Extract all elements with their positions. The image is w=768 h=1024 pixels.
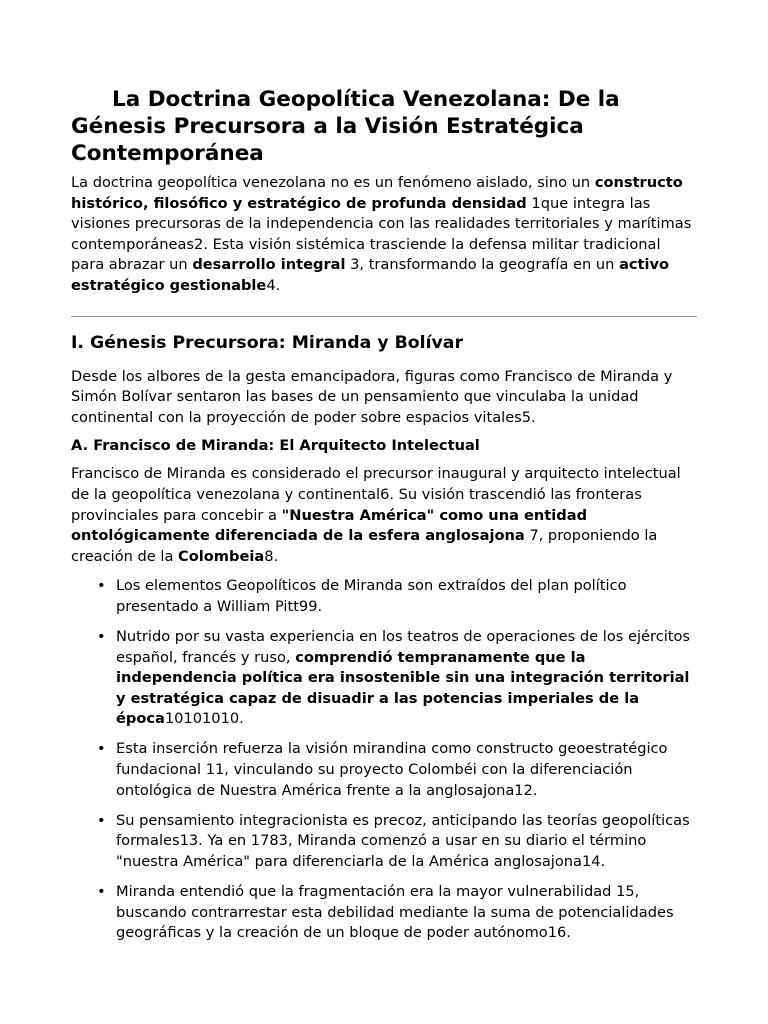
intro-text-2: 1que integra las visiones precursoras de la independencia con las realidades territoriales y marítimas contemporáneas2. Esta visión sistémica trasciende la defensa militar tradicional para abrazar un <box>71 194 692 274</box>
miranda-paragraph <box>71 464 697 567</box>
intro-text-4: 4. <box>266 276 281 294</box>
miranda-text-1: Francisco de Miranda es considerado el precursor inaugural y arquitecto intelectual de la geopolítica venezolana y continental6. Su visión trascendió las fronteras provinciales para concebir a <box>71 465 681 524</box>
bullet-icon: • <box>97 811 106 829</box>
intro-bold-3: activo estratégico gestionable <box>71 256 670 294</box>
list-item <box>71 882 697 944</box>
list-item-text: Nutrido por su vasta experiencia en los teatros de operaciones de los ejércitos español, francés y ruso, <box>116 628 691 666</box>
section-heading: I. Génesis Precursora: Miranda y Bolívar <box>71 332 463 353</box>
document-title: La Doctrina Geopolítica Venezolana: De la Génesis Precursora a la Visión Estratégica Contemporánea <box>71 87 620 166</box>
miranda-text-3: 8. <box>264 547 279 565</box>
list-item-text: 10101010. <box>164 710 244 728</box>
list-item-text: Los elementos Geopolíticos de Miranda son extraídos del plan político presentado a William Pitt99. <box>116 577 627 615</box>
bullet-icon: • <box>97 883 106 901</box>
list-item-text: Su pensamiento integracionista es precoz, anticipando las teorías geopolíticas formales13. Ya en 1783, Miranda comenzó a usar en su diario el término "nuestra América" para diferenciarla de la América anglosajona14. <box>116 811 690 870</box>
list-item <box>71 627 697 730</box>
list-item-text: Miranda entendió que la fragmentación era la mayor vulnerabilidad 15, buscando contrarrestar esta debilidad mediante la suma de potencialidades geográficas y la creación de un bloque de poder autónomo16. <box>116 883 674 942</box>
intro-text-1: La doctrina geopolítica venezolana no es un fenómeno aislado, sino un <box>71 174 595 191</box>
section-divider <box>71 316 697 317</box>
list-item <box>71 739 697 801</box>
miranda-bold-2: Colombeia <box>178 547 265 565</box>
list-item <box>71 576 697 617</box>
bullet-list <box>71 576 697 944</box>
section-paragraph: Desde los albores de la gesta emancipadora, figuras como Francisco de Miranda y Simón Bolívar sentaron las bases de un pensamiento que vinculaba la unidad continental con la proyección de poder sobre espacios vitales5. <box>71 367 673 426</box>
intro-bold-1: constructo histórico, filosófico y estratégico de profunda densidad <box>71 174 683 212</box>
intro-text-3: 3, transformando la geografía en un <box>345 256 620 274</box>
intro-paragraph <box>71 173 697 297</box>
miranda-bold-1: "Nuestra América" como una entidad ontológicamente diferenciada de la esfera anglosajona <box>71 506 588 545</box>
miranda-text-2: 7, proponiendo la creación de la <box>71 527 658 565</box>
subsection-heading: A. Francisco de Miranda: El Arquitecto Intelectual <box>71 437 480 455</box>
list-item-text: Esta inserción refuerza la visión mirandina como constructo geoestratégico fundacional 11, vinculando su proyecto Colombéi con la diferenciación ontológica de Nuestra América frente a la anglosajona12. <box>116 740 668 799</box>
bullet-icon: • <box>97 740 106 758</box>
bullet-icon: • <box>97 577 106 595</box>
list-item-bold: comprendió tempranamente que la independencia política era insostenible sin una integración territorial y estratégica capaz de disuadir a las potencias imperiales de la época <box>116 648 690 728</box>
bullet-icon: • <box>97 628 106 645</box>
list-item <box>71 811 697 873</box>
intro-bold-2: desarrollo integral <box>192 256 346 274</box>
